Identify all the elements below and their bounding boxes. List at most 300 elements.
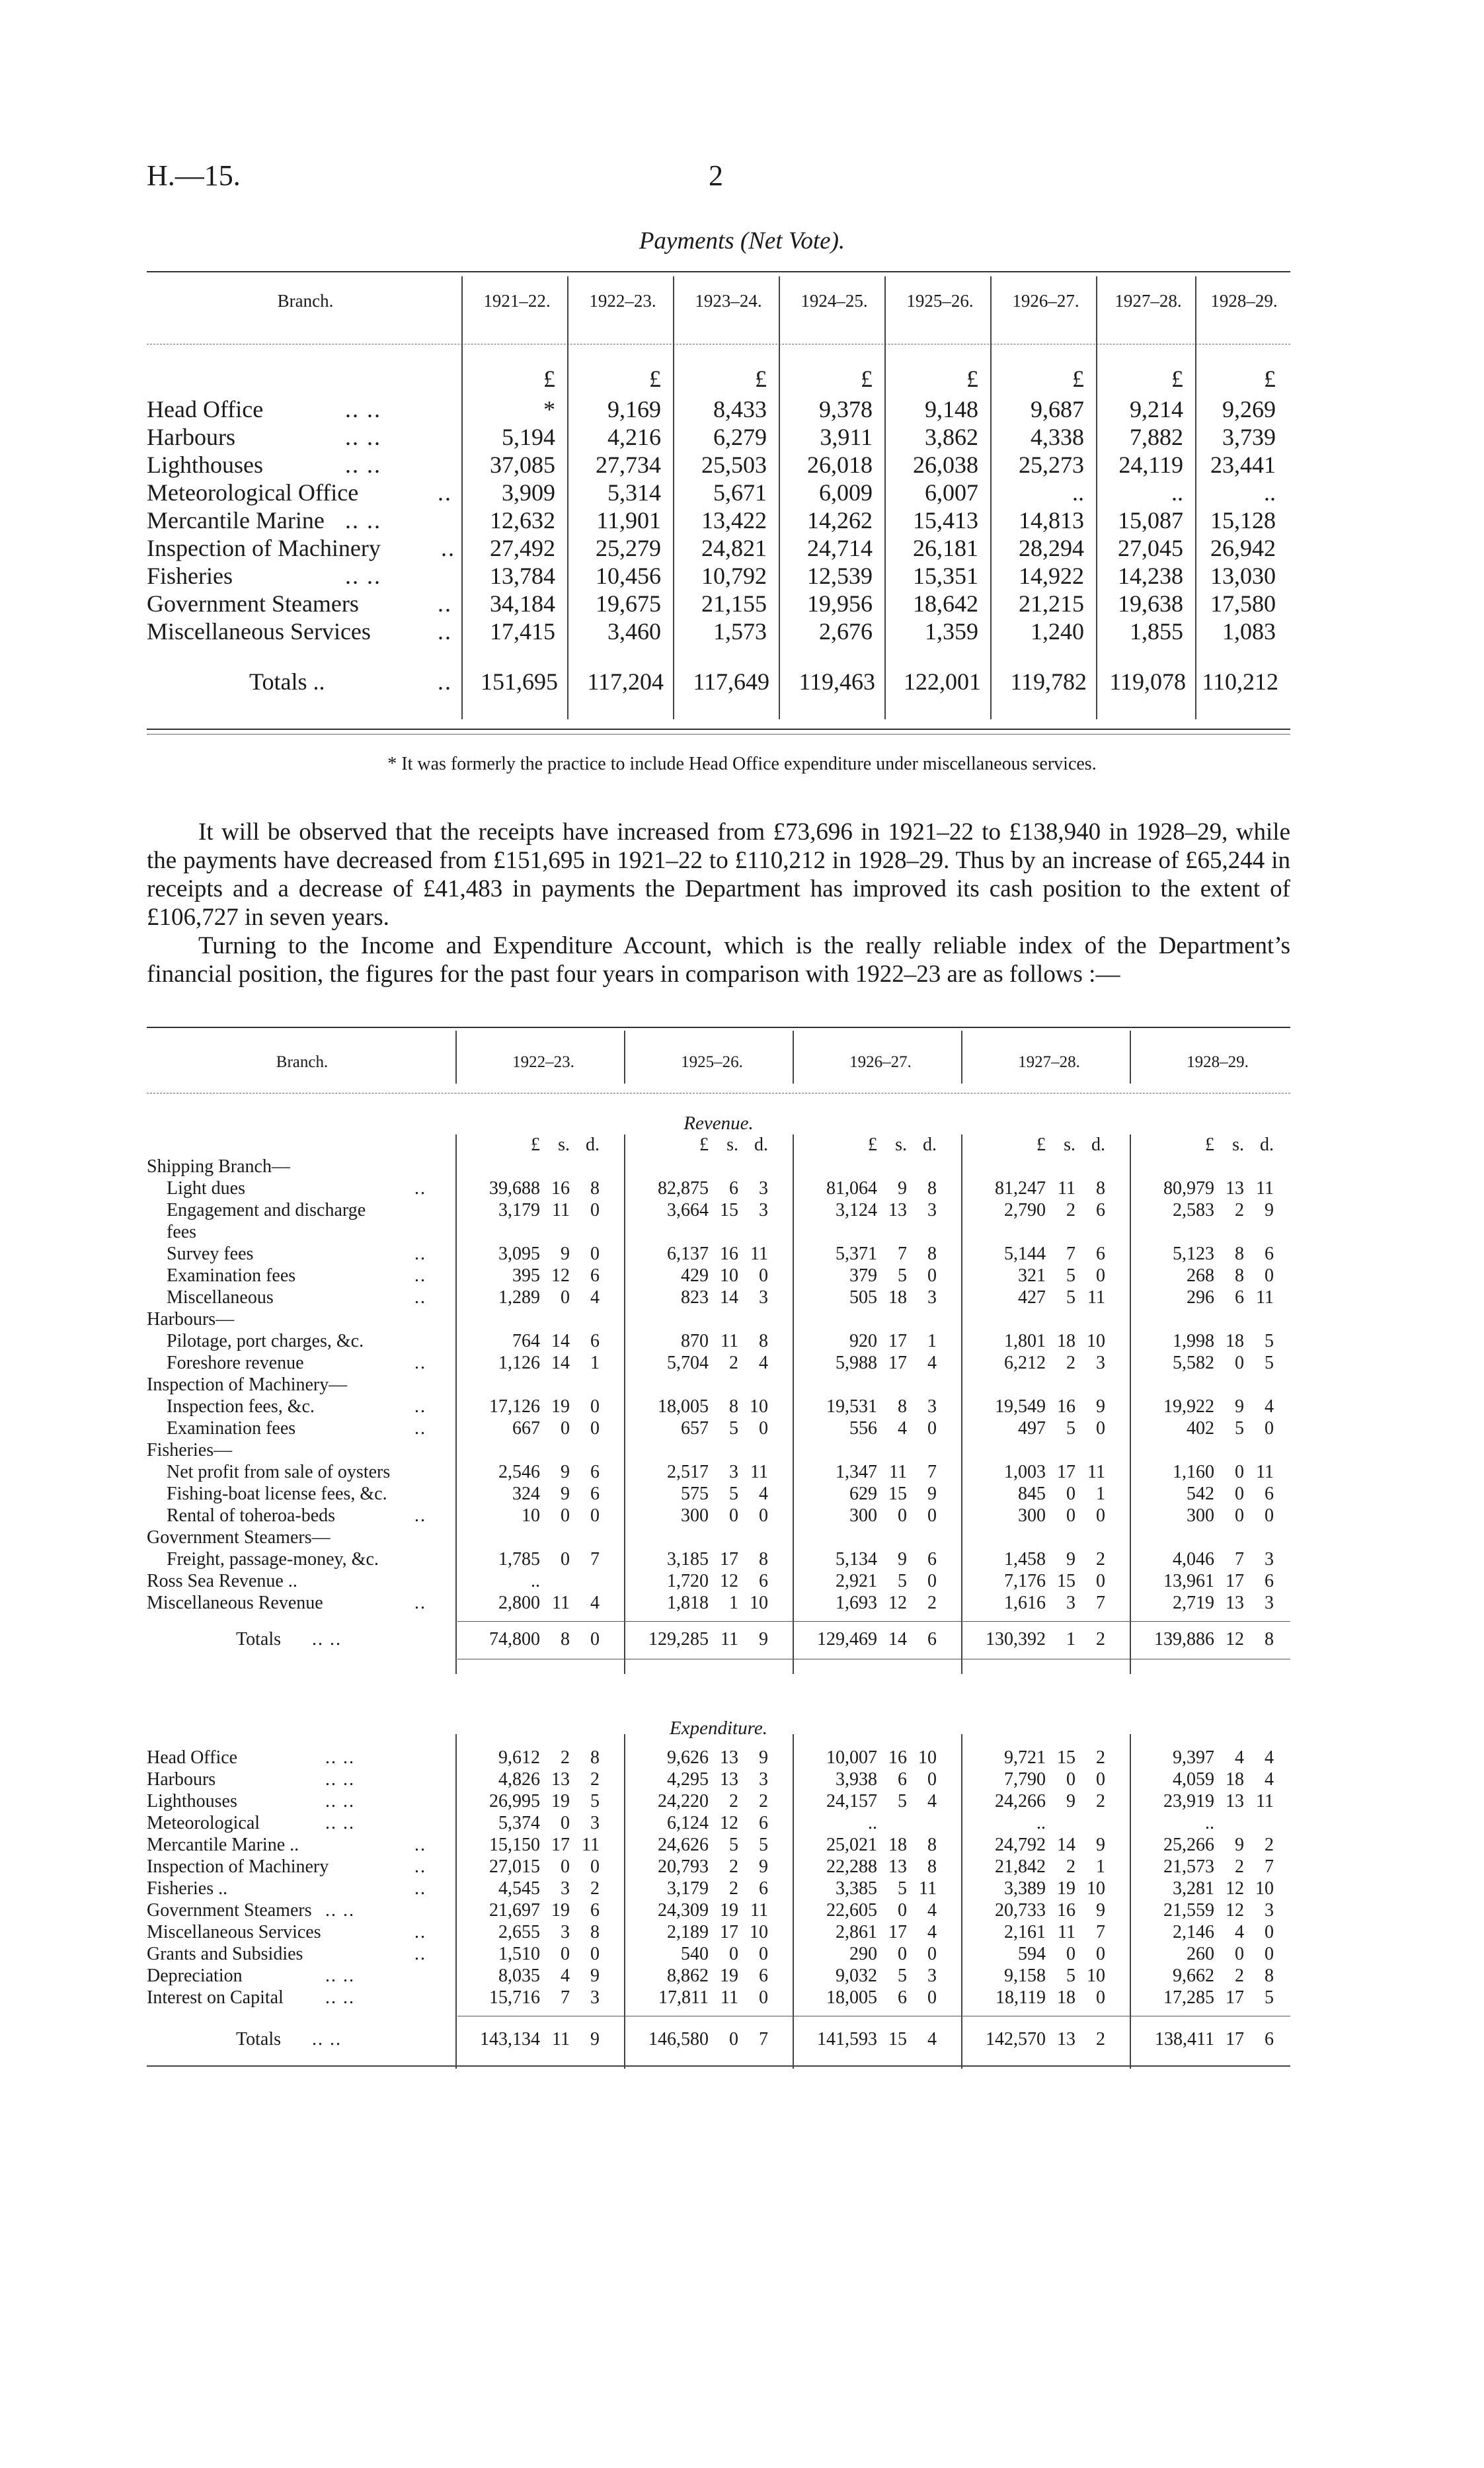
shillings: 11 xyxy=(721,1331,738,1351)
expenditure-row xyxy=(147,1856,1290,1878)
pence: 10 xyxy=(750,1922,768,1942)
row-label: Mercantile Marine .. xyxy=(147,1835,299,1855)
revenue-row xyxy=(147,1571,1290,1593)
pounds: £ xyxy=(1205,1134,1214,1155)
leader-dots: .. .. xyxy=(345,452,381,478)
row-label: Inspection of Machinery xyxy=(147,535,381,561)
shillings: 4 xyxy=(561,1966,570,1986)
pence: 10 xyxy=(918,1747,937,1768)
shillings: 16 xyxy=(1057,1900,1075,1921)
pence: 3 xyxy=(927,1200,937,1220)
shillings: 13 xyxy=(1226,1178,1244,1199)
shillings: 11 xyxy=(552,1593,570,1613)
year-header: 1926–27. xyxy=(849,1053,912,1071)
payment-value: 13,030 xyxy=(1210,563,1276,589)
shillings: 0 xyxy=(729,2029,738,2050)
pounds: 8,035 xyxy=(498,1966,540,1986)
leader-dots: .. .. xyxy=(345,563,381,589)
payment-value: 19,956 xyxy=(807,590,873,617)
total-value: 119,078 xyxy=(1109,668,1186,695)
column-rule xyxy=(961,1031,962,1084)
shillings: 5 xyxy=(1066,1418,1075,1439)
pounds: 18,005 xyxy=(658,1396,709,1417)
payment-value: 11,901 xyxy=(596,507,661,534)
pounds: 24,220 xyxy=(658,1791,709,1811)
pounds: 5,582 xyxy=(1173,1353,1214,1373)
shillings: 9 xyxy=(898,1178,907,1199)
expenditure-row xyxy=(147,1922,1290,1944)
pence: 4 xyxy=(927,1791,937,1811)
expenditure-totals-row xyxy=(147,2029,1290,2051)
shillings: 12 xyxy=(720,1813,738,1833)
pence: 0 xyxy=(1265,1944,1274,1964)
row-label: Lighthouses xyxy=(147,1791,237,1811)
pence: 6 xyxy=(1096,1244,1105,1264)
leader-dots: .. xyxy=(438,479,452,506)
shillings: 0 xyxy=(898,1900,907,1921)
payment-value: 2,676 xyxy=(819,618,873,645)
pence: 0 xyxy=(590,1944,600,1964)
pence: 0 xyxy=(759,1418,768,1439)
shillings: 2 xyxy=(1235,1856,1244,1877)
pounds: 300 xyxy=(1187,1505,1214,1526)
pounds: 1,003 xyxy=(1004,1462,1046,1482)
shillings: 16 xyxy=(551,1178,570,1199)
pounds: 2,189 xyxy=(667,1922,709,1942)
totals-label: Totals xyxy=(236,2029,282,2050)
pounds: 17,811 xyxy=(658,1987,709,2008)
pence: 2 xyxy=(1265,1835,1274,1855)
pounds: 1,801 xyxy=(1004,1331,1046,1351)
payment-value: 6,009 xyxy=(819,479,873,506)
pounds: 129,469 xyxy=(817,1629,877,1650)
pence: 3 xyxy=(927,1396,937,1417)
expenditure-row xyxy=(147,1987,1290,2009)
pounds: 2,583 xyxy=(1173,1200,1214,1220)
currency-symbol: £ xyxy=(861,366,873,392)
pence: 6 xyxy=(590,1265,600,1286)
pounds: 2,655 xyxy=(498,1922,540,1942)
shillings: 4 xyxy=(1235,1922,1244,1942)
payment-value: 19,638 xyxy=(1118,590,1183,617)
year-header: 1925–26. xyxy=(681,1053,743,1071)
shillings: 2 xyxy=(729,1791,738,1811)
pounds: 23,919 xyxy=(1163,1791,1214,1811)
pounds: 6,124 xyxy=(667,1813,709,1833)
leader-dots: .. xyxy=(414,1922,426,1942)
shillings: 0 xyxy=(1235,1462,1244,1482)
total-value: 117,204 xyxy=(587,668,664,695)
pounds: £ xyxy=(531,1134,540,1155)
shillings: 19 xyxy=(551,1791,570,1811)
pence: 0 xyxy=(927,1944,937,1964)
shillings: 5 xyxy=(898,1265,907,1286)
pounds: 429 xyxy=(681,1265,709,1286)
leader-dots: .. xyxy=(414,1287,426,1308)
pence: 0 xyxy=(590,1629,600,1650)
leader-dots: .. .. xyxy=(325,1813,355,1833)
payment-row xyxy=(147,479,1290,506)
payment-value: 14,922 xyxy=(1019,563,1084,589)
shillings: 13 xyxy=(720,1747,738,1768)
pence: d. xyxy=(1091,1134,1105,1155)
payment-value: 9,378 xyxy=(819,396,873,422)
row-label: Fishing-boat license fees, &c. xyxy=(167,1484,387,1504)
shillings: 11 xyxy=(552,2029,570,2050)
revenue-row xyxy=(147,1374,1290,1396)
pounds: 3,938 xyxy=(836,1769,877,1790)
year-header: 1927–28. xyxy=(1018,1053,1080,1071)
pence: 0 xyxy=(1096,1418,1105,1439)
pounds: 845 xyxy=(1018,1484,1046,1504)
leader-dots: .. .. xyxy=(325,1987,355,2008)
column-rule xyxy=(793,1734,794,2069)
pounds: 290 xyxy=(849,1944,877,1964)
payment-value: 3,739 xyxy=(1222,424,1276,450)
pounds: 1,616 xyxy=(1004,1593,1046,1613)
shillings: 13 xyxy=(1226,1593,1244,1613)
pence: 4 xyxy=(1265,1747,1274,1768)
shillings: 19 xyxy=(551,1900,570,1921)
pence: 0 xyxy=(927,1987,937,2008)
shillings: 7 xyxy=(898,1244,907,1264)
pence: 2 xyxy=(590,1769,600,1790)
revenue-row xyxy=(147,1440,1290,1462)
shillings: s. xyxy=(1064,1134,1075,1155)
shillings: 18 xyxy=(888,1835,907,1855)
pounds: 21,559 xyxy=(1163,1900,1214,1921)
pence: 3 xyxy=(590,1987,600,2008)
pence: 0 xyxy=(1265,1418,1274,1439)
pence: 3 xyxy=(1265,1900,1274,1921)
shillings: 11 xyxy=(1058,1922,1075,1942)
pounds: 10,007 xyxy=(826,1747,877,1768)
payment-value: 21,215 xyxy=(1019,590,1084,617)
shillings: 7 xyxy=(1066,1244,1075,1264)
shillings: 12 xyxy=(1226,1629,1244,1650)
leader-dots: .. .. xyxy=(312,2029,342,2050)
pence: 2 xyxy=(1096,1747,1105,1768)
pounds: 556 xyxy=(849,1418,877,1439)
pence: 6 xyxy=(1265,2029,1274,2050)
pence: 3 xyxy=(927,1966,937,1986)
payment-value: 1,240 xyxy=(1031,618,1084,645)
pounds: 300 xyxy=(681,1505,709,1526)
row-label: Rental of toheroa-beds xyxy=(167,1505,336,1526)
pence: 2 xyxy=(1096,1549,1105,1570)
shillings: 5 xyxy=(729,1835,738,1855)
revenue-title: Revenue. xyxy=(683,1113,754,1134)
shillings: 5 xyxy=(1066,1265,1075,1286)
shillings: 6 xyxy=(898,1769,907,1790)
pounds: 5,704 xyxy=(667,1353,709,1373)
shillings: 13 xyxy=(888,1856,907,1877)
pence: 6 xyxy=(1265,1244,1274,1264)
shillings: 0 xyxy=(1066,1944,1075,1964)
shillings: 12 xyxy=(1226,1878,1244,1899)
payment-row xyxy=(147,590,1290,617)
payment-row xyxy=(147,451,1290,479)
payment-value: 27,492 xyxy=(490,535,555,561)
pounds: 74,800 xyxy=(489,1629,540,1650)
shillings: 2 xyxy=(1235,1966,1244,1986)
pence: 9 xyxy=(759,1747,768,1768)
shillings: 4 xyxy=(898,1418,907,1439)
shillings: 9 xyxy=(898,1549,907,1570)
shillings: 14 xyxy=(551,1353,570,1373)
pounds: 764 xyxy=(512,1331,540,1351)
column-rule xyxy=(624,1734,625,2069)
shillings: 17 xyxy=(888,1331,907,1351)
payment-value: 5,314 xyxy=(607,479,661,506)
pounds: 402 xyxy=(1187,1418,1214,1439)
pence: 9 xyxy=(590,1966,600,1986)
payment-value: 26,018 xyxy=(807,452,873,478)
payment-row xyxy=(147,506,1290,534)
shillings: 0 xyxy=(1235,1484,1244,1504)
pounds: 9,626 xyxy=(667,1747,709,1768)
leader-dots: .. .. xyxy=(325,1791,355,1811)
pence: 4 xyxy=(590,1287,600,1308)
shillings: 15 xyxy=(888,2029,907,2050)
pounds: 20,733 xyxy=(995,1900,1046,1921)
shillings: 9 xyxy=(561,1244,570,1264)
payment-row xyxy=(147,617,1290,645)
pounds: 920 xyxy=(849,1331,877,1351)
pounds: 27,015 xyxy=(489,1856,540,1877)
pence: 3 xyxy=(759,1287,768,1308)
pence: 0 xyxy=(927,1418,937,1439)
shillings: s. xyxy=(726,1134,738,1155)
pounds: 141,593 xyxy=(817,2029,877,2050)
pence: 0 xyxy=(1265,1505,1274,1526)
shillings: 16 xyxy=(1057,1396,1075,1417)
pounds: 15,716 xyxy=(489,1987,540,2008)
leader-dots: .. xyxy=(414,1856,426,1877)
pence: 4 xyxy=(759,1353,768,1373)
expenditure-row xyxy=(147,1791,1290,1813)
shillings: 14 xyxy=(551,1331,570,1351)
pounds: 505 xyxy=(849,1287,877,1308)
leader-dots: .. .. xyxy=(345,424,381,450)
year-header: 1922–23. xyxy=(512,1053,574,1071)
pounds: 2,921 xyxy=(836,1571,877,1591)
totals-label: Totals .. xyxy=(249,668,325,695)
pence: 6 xyxy=(1096,1200,1105,1220)
row-label: Government Steamers xyxy=(147,590,359,617)
shillings: 0 xyxy=(1066,1769,1075,1790)
pence: 5 xyxy=(1265,1353,1274,1373)
revenue-row xyxy=(147,1353,1290,1374)
pounds: 3,385 xyxy=(836,1878,877,1899)
expenditure-row xyxy=(147,1769,1290,1791)
payments-footnote: * It was formerly the practice to include Head Office expenditure under miscellaneous services. xyxy=(387,754,1097,774)
pounds: 1,785 xyxy=(498,1549,540,1570)
payment-value: 15,351 xyxy=(913,563,978,589)
pounds: 4,295 xyxy=(667,1769,709,1790)
shillings: 18 xyxy=(1226,1331,1244,1351)
pounds: 1,347 xyxy=(836,1462,877,1482)
table-rule xyxy=(147,729,1290,730)
shillings: 0 xyxy=(729,1944,738,1964)
shillings: 8 xyxy=(1235,1244,1244,1264)
payment-value: 3,862 xyxy=(925,424,978,450)
pence: 8 xyxy=(927,1244,937,1264)
row-label: Fisheries— xyxy=(147,1440,233,1460)
payment-value: 1,573 xyxy=(713,618,767,645)
pence: 5 xyxy=(1265,1331,1274,1351)
year-header: 1928–29. xyxy=(1187,1053,1249,1071)
row-label: Foreshore revenue xyxy=(167,1353,304,1373)
document-reference: H.—15. xyxy=(147,159,241,192)
pounds: 2,161 xyxy=(1004,1922,1046,1942)
row-label: Meteorological Office xyxy=(147,479,359,506)
pounds: 300 xyxy=(1018,1505,1046,1526)
payment-value: 10,792 xyxy=(701,563,767,589)
shillings: 2 xyxy=(561,1747,570,1768)
payment-value: 24,119 xyxy=(1118,452,1183,478)
row-label: Freight, passage-money, &c. xyxy=(167,1549,379,1570)
pence: 0 xyxy=(590,1244,600,1264)
pounds: 2,546 xyxy=(498,1462,540,1482)
row-label: Miscellaneous xyxy=(167,1287,274,1308)
pence: 9 xyxy=(759,1856,768,1877)
shillings: 13 xyxy=(720,1769,738,1790)
year-header: 1926–27. xyxy=(1012,291,1079,311)
pence: d. xyxy=(586,1134,600,1155)
pence: 0 xyxy=(759,1505,768,1526)
pounds: 5,144 xyxy=(1004,1244,1046,1264)
revenue-row xyxy=(147,1309,1290,1331)
pence: 0 xyxy=(927,1505,937,1526)
shillings: 0 xyxy=(1235,1505,1244,1526)
row-label: Inspection fees, &c. xyxy=(167,1396,315,1417)
pounds: 80,979 xyxy=(1163,1178,1214,1199)
shillings: 14 xyxy=(888,1629,907,1650)
pounds: 3,664 xyxy=(667,1200,709,1220)
currency-symbol: £ xyxy=(966,366,978,392)
pence: 1 xyxy=(1096,1484,1105,1504)
pounds: 2,146 xyxy=(1173,1922,1214,1942)
row-label: Government Steamers— xyxy=(147,1527,331,1548)
revenue-row xyxy=(147,1265,1290,1287)
shillings: 17 xyxy=(888,1922,907,1942)
leader-dots: .. xyxy=(414,1593,426,1613)
row-label: Fisheries .. xyxy=(147,1878,228,1899)
pence: 11 xyxy=(1087,1462,1105,1482)
shillings: 0 xyxy=(561,1549,570,1570)
payment-value: 9,169 xyxy=(607,396,661,422)
shillings: 12 xyxy=(1226,1900,1244,1921)
total-value: 151,695 xyxy=(481,668,558,695)
shillings: 17 xyxy=(720,1549,738,1570)
shillings: 5 xyxy=(898,1791,907,1811)
shillings: 5 xyxy=(898,1966,907,1986)
revenue-row xyxy=(147,1200,1290,1222)
shillings: 5 xyxy=(1066,1966,1075,1986)
pounds: 2,719 xyxy=(1173,1593,1214,1613)
total-value: 119,782 xyxy=(1010,668,1087,695)
year-header: 1925–26. xyxy=(906,291,974,311)
shillings: 18 xyxy=(888,1287,907,1308)
pounds: 667 xyxy=(512,1418,540,1439)
pence: 0 xyxy=(590,1200,600,1220)
payment-value: 24,714 xyxy=(807,535,873,561)
pence: 2 xyxy=(590,1878,600,1899)
pence: 6 xyxy=(590,1484,600,1504)
pounds: 13,961 xyxy=(1163,1571,1214,1591)
shillings: 0 xyxy=(561,1813,570,1833)
pence: 0 xyxy=(590,1396,600,1417)
payment-value: 37,085 xyxy=(490,452,555,478)
pounds: 1,693 xyxy=(836,1593,877,1613)
payment-value: 13,422 xyxy=(701,507,767,534)
pounds: £ xyxy=(868,1134,877,1155)
pounds: 1,458 xyxy=(1004,1549,1046,1570)
pence: 0 xyxy=(1096,1944,1105,1964)
column-rule xyxy=(455,1031,457,1084)
shillings: 16 xyxy=(888,1747,907,1768)
leader-dots: .. xyxy=(414,1396,426,1417)
pence: 8 xyxy=(759,1549,768,1570)
expenditure-row xyxy=(147,1835,1290,1856)
pence: 2 xyxy=(1096,2029,1105,2050)
shillings: 4 xyxy=(1235,1747,1244,1768)
pounds: 5,123 xyxy=(1173,1244,1214,1264)
pounds: 22,288 xyxy=(826,1856,877,1877)
pounds: 24,309 xyxy=(658,1900,709,1921)
pounds: 9,158 xyxy=(1004,1966,1046,1986)
expenditure-row xyxy=(147,1944,1290,1966)
shillings: 0 xyxy=(898,1944,907,1964)
pounds: 6,137 xyxy=(667,1244,709,1264)
pence: 8 xyxy=(927,1178,937,1199)
pounds: 5,134 xyxy=(836,1549,877,1570)
row-label: Miscellaneous Revenue xyxy=(147,1593,323,1613)
shillings: 0 xyxy=(898,1505,907,1526)
pounds: 9,397 xyxy=(1173,1747,1214,1768)
payment-value: 9,214 xyxy=(1130,396,1183,422)
pounds: 540 xyxy=(681,1944,709,1964)
payment-value: 9,148 xyxy=(925,396,978,422)
shillings: s. xyxy=(895,1134,907,1155)
pounds: 1,126 xyxy=(498,1353,540,1373)
row-label: Grants and Subsidies xyxy=(147,1944,303,1964)
payment-value: * xyxy=(543,396,555,422)
payment-value: 14,262 xyxy=(807,507,873,534)
shillings: 17 xyxy=(551,1835,570,1855)
row-label: Fisheries xyxy=(147,563,233,589)
payment-row xyxy=(147,395,1290,423)
pounds: 4,046 xyxy=(1173,1549,1214,1570)
pounds: 594 xyxy=(1018,1944,1046,1964)
shillings: 18 xyxy=(1226,1769,1244,1790)
row-label: Harbours xyxy=(147,424,235,450)
column-rule xyxy=(793,1134,794,1674)
pence: 0 xyxy=(590,1505,600,1526)
shillings: 17 xyxy=(888,1353,907,1373)
year-header: 1923–24. xyxy=(695,291,762,311)
payment-value: 6,279 xyxy=(713,424,767,450)
table-rule xyxy=(147,1027,1290,1028)
row-label: Shipping Branch— xyxy=(147,1156,290,1177)
payment-value: 3,909 xyxy=(502,479,555,506)
pounds: 497 xyxy=(1018,1418,1046,1439)
pence: 6 xyxy=(590,1900,600,1921)
pence: 8 xyxy=(590,1178,600,1199)
pounds: 7,790 xyxy=(1004,1769,1046,1790)
leader-dots: .. .. xyxy=(345,507,381,534)
